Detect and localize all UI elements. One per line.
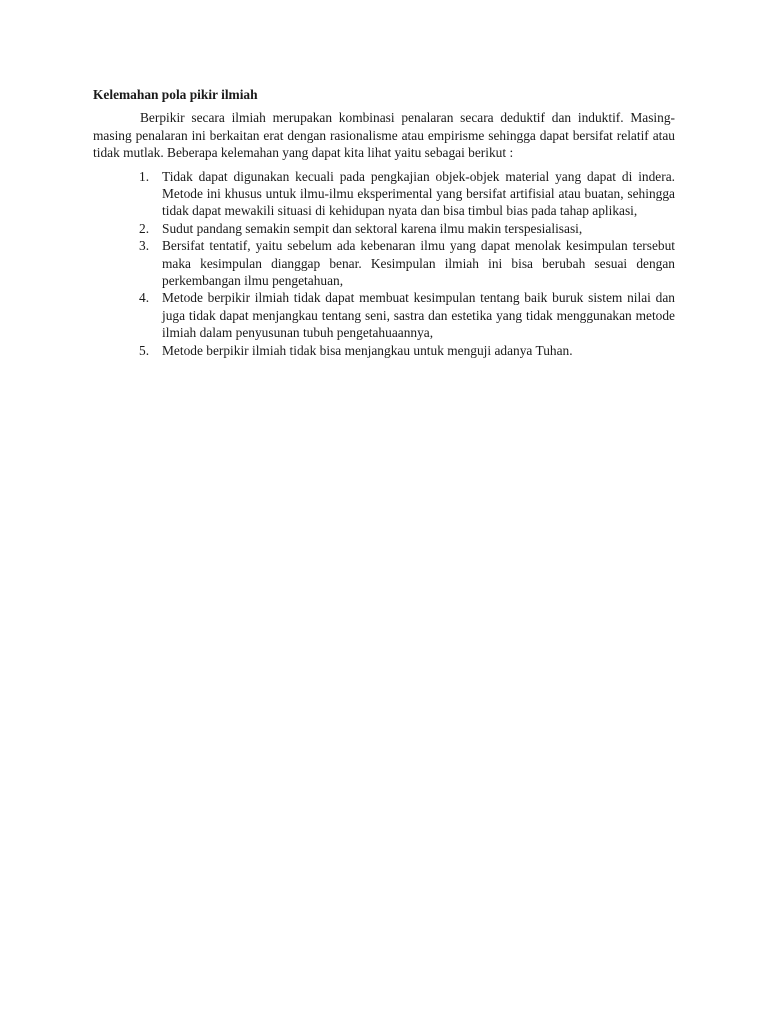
- list-item: [93, 220, 675, 237]
- list-item-number: 3.: [139, 238, 150, 254]
- list-item-text: Metode berpikir ilmiah tidak dapat membuat kesimpulan tentang baik buruk sistem nilai dan juga tidak dapat menjangkau tentang seni, sastra dan estetika yang tidak menggunakan metode ilmiah dalam penyusunan tubuh pengetahuaannya,: [162, 290, 675, 341]
- list-item: [93, 342, 675, 359]
- intro-paragraph: Berpikir secara ilmiah merupakan kombinasi penalaran secara deduktif dan induktif. Masing-masing penalaran ini berkaitan erat dengan rasionalisme atau empirisme sehingga dapat bersifat relatif atau tidak mutlak. Beberapa kelemahan yang dapat kita lihat yaitu sebagai berikut :: [93, 110, 675, 161]
- list-item-number: 2.: [139, 220, 150, 236]
- document-page: [93, 86, 675, 359]
- list-item: [93, 289, 675, 341]
- list-item-number: 4.: [139, 290, 150, 306]
- list-item-text: Bersifat tentatif, yaitu sebelum ada kebenaran ilmu yang dapat menolak kesimpulan tersebut maka kesimpulan dianggap benar. Kesimpulan ilmiah ini bisa berubah sesuai dengan perkembangan ilmu pengetahuan,: [162, 238, 675, 289]
- list-item: [93, 168, 675, 220]
- list-item: [93, 237, 675, 289]
- list-item-text: Tidak dapat digunakan kecuali pada pengkajian objek-objek material yang dapat di indera. Metode ini khusus untuk ilmu-ilmu eksperimental yang bersifat artifisial atau buatan, sehingga tidak dapat mewakili situasi di kehidupan nyata dan bisa timbul bias pada tahap aplikasi,: [162, 168, 675, 219]
- list-item-text: Sudut pandang semakin sempit dan sektoral karena ilmu makin terspesialisasi,: [162, 220, 583, 236]
- list-item-number: 1.: [139, 168, 150, 184]
- weakness-list: [93, 168, 675, 359]
- document-title: Kelemahan pola pikir ilmiah: [93, 87, 258, 102]
- list-item-number: 5.: [139, 342, 150, 358]
- list-item-text: Metode berpikir ilmiah tidak bisa menjangkau untuk menguji adanya Tuhan.: [162, 342, 573, 358]
